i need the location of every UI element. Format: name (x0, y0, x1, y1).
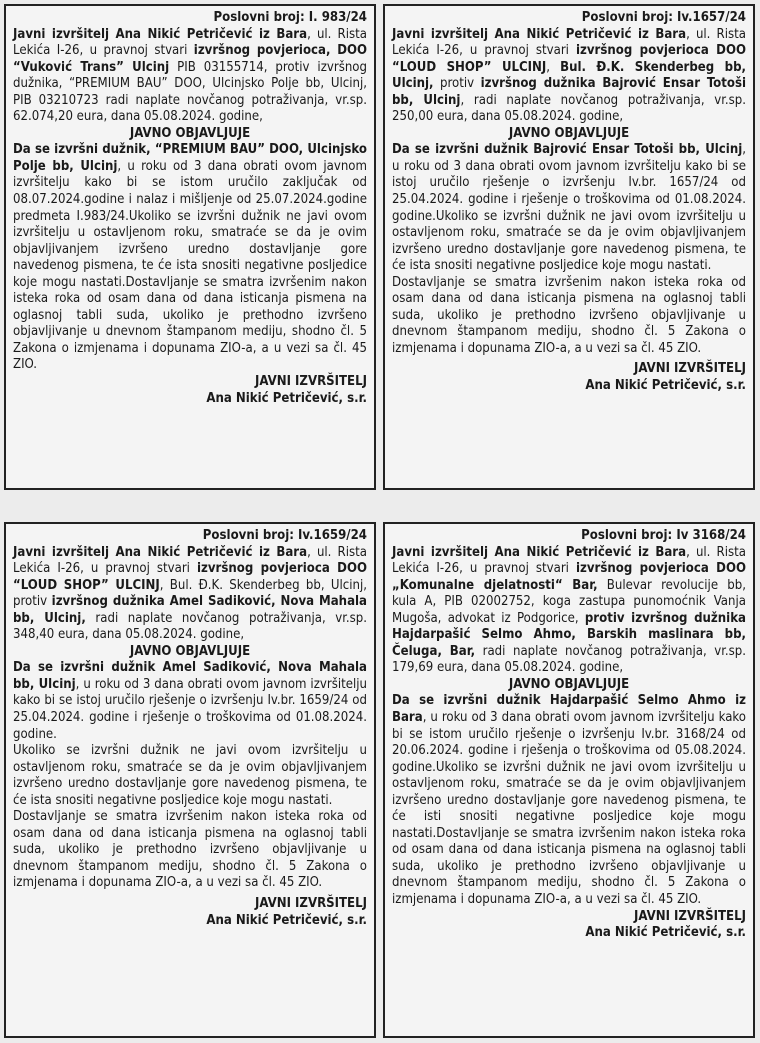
notice-paragraph (13, 660, 367, 743)
signature-title: JAVNI IZVRŠITELJ (254, 896, 367, 912)
text-run: radi naplate novčanog potraživanja, vr.sp. 348,40 eura, dana 05.08.2024. godine, (13, 610, 368, 643)
bold-text-run: izvršnog povjerioca DOO “LOUD SHOP” ULCINJ (392, 43, 746, 75)
case-number: Poslovni broj: Iv.1659/24 (202, 528, 367, 543)
bold-text-run: Da se izvršni dužnik, “PREMIUM BAU” DOO, Ulcinjsko Polje bb, Ulcinj (13, 142, 367, 174)
text-run: Bulevar revolucije bb, kula A, PIB 02002752, koga zastupa punomoćnik Vanja Mugoša, advokat iz Podgorice, (392, 577, 746, 626)
notice-paragraph (392, 275, 746, 358)
bold-text-run: Javni izvršitelj Ana Nikić Petričević iz Bara (392, 26, 687, 42)
text-run: , (546, 59, 561, 75)
text-run: , ul. Rista Lekića I-26, u pravnoj stvari (392, 26, 746, 59)
intro-paragraph (392, 545, 746, 677)
announcement-heading: JAVNO OBJAVLJUJE (129, 643, 251, 659)
signature-title: JAVNI IZVRŠITELJ (254, 374, 367, 390)
notice-paragraph (392, 142, 746, 274)
text-run: , u roku od 3 dana obrati ovom javnom izvršitelju kako bi se istoj uručilo rješenje o izvršenju Iv.br. 1659/24 od 25.04.2024. godine i rješenje o troškovima od 01.08.2024. godine. (13, 676, 367, 742)
announcement-heading: JAVNO OBJAVLJUJE (508, 676, 630, 692)
signature-name: Ana Nikić Petričević, s.r. (585, 925, 746, 941)
bold-text-run: izvršnog dužnika Amel Sadiković, Nova Mahala bb, Ulcinj, (13, 594, 367, 626)
notice-box (383, 522, 755, 1038)
notice-box (383, 4, 755, 490)
text-run: PIB 03155714, protiv izvršnog dužnika, “PREMIUM BAU” DOO, Ulcinjsko Polje bb, Ulcinj, PIB 03210723 radi naplate novčanog potraživanja, vr.sp. 62.074,20 eura, dana 05.08.2024. godine, (13, 59, 367, 125)
case-number: Poslovni broj: Iv.1657/24 (581, 10, 746, 25)
bold-text-run: Da se izvršni dužnik Hajdarpašić Selmo Ahmo iz Bara (392, 693, 746, 726)
bold-text-run: Bul. Đ.K. Skenderbeg bb, Ulcinj, (392, 59, 746, 92)
bold-text-run: izvršnog povjerioca, DOO “Vuković Trans” Ulcinj (13, 43, 367, 75)
text-run: protiv (433, 76, 481, 92)
text-run: , ul. Rista Lekića I-26, u pravnoj stvari (13, 544, 367, 577)
text-run: Dostavljanje se smatra izvršenim nakon isteka roka od osam dana od dana isticanja pismena na oglasnoj tabli suda, ukoliko je prethodno izvršeno objavljivanje u dnevnom štampanom mediju, shodno čl. 5 Zakona o izmjenama i dopunama ZIO-a, a u vezi sa čl. 45 ZIO. (13, 809, 367, 891)
text-run: , u roku od 3 dana obrati ovom javnom izvršitelju kako bi se istom uručilo zaključak od 08.07.2024.godine i nalaz i mišljenje od 25.07.2024.godine predmeta I.983/24.Ukoliko se izvršni dužnik ne javi ovom izvršitelju u ostavljenom roku, smatraće se da je ovim objavljivanjem izvršeno uredno dostavljanje gore navedenog pismena, te će ista snositi negativne posljedice koje mogu nastati.Dostavljanje se smatra izvršenim nakon isteka roka od osam dana od dana isticanja pismena na oglasnoj tabli suda, ukoliko je prethodno izvršeno objavljivanje u dnevnom štampanom mediju, shodno čl. 5 Zakona o izmjenama i dopunama ZIO-a, a u vezi sa čl. 45 ZIO. (13, 158, 367, 373)
text-run: , ul. Rista Lekića I-26, u pravnoj stvari (392, 544, 746, 577)
notice-paragraph (392, 693, 746, 908)
notice-box (4, 522, 376, 1038)
bold-text-run: Javni izvršitelj Ana Nikić Petričević iz Bara (392, 544, 687, 560)
text-run: Dostavljanje se smatra izvršenim nakon isteka roka od osam dana od dana isticanja pismena na oglasnoj tabli suda, ukoliko je prethodno izvršeno objavljivanje u dnevnom štampanom mediju, shodno čl. 5 Zakona o izmjenama i dopunama ZIO-a, a u vezi sa čl. 45 ZIO. (392, 274, 746, 356)
bold-text-run: protiv izvršnog dužnika Hajdarpašić Selmo Ahmo, Barskih maslinara bb, Čeluga, Bar, (392, 610, 746, 659)
case-number: Poslovni broj: I. 983/24 (213, 10, 367, 25)
bold-text-run: Javni izvršitelj Ana Nikić Petričević iz Bara (13, 26, 308, 42)
intro-paragraph (13, 27, 367, 126)
case-number: Poslovni broj: Iv 3168/24 (581, 528, 746, 543)
text-run: , radi naplate novčanog potraživanja, vr.sp. 250,00 eura, dana 05.08.2024. godine, (392, 92, 746, 125)
text-run: radi naplate novčanog potraživanja, vr.sp. 179,69 eura, dana 05.08.2024. godine, (392, 643, 746, 676)
announcement-heading: JAVNO OBJAVLJUJE (508, 125, 630, 141)
intro-paragraph (13, 545, 367, 644)
bold-text-run: izvršnog povjerioca DOO “LOUD SHOP” ULCINJ (13, 561, 367, 593)
text-run: Ukoliko se izvršni dužnik ne javi ovom izvršitelju u ostavljenom roku, smatraće se da je ovim objavljivanjem izvršeno uredno dostavljanje gore navedenog pismena, te će ista snositi negativne posljedice koje mogu nastati. (13, 743, 367, 808)
bold-text-run: izvršnog dužnika Bajrović Ensar Totoši bb, Ulcinj (392, 76, 746, 108)
text-run: , u roku od 3 dana obrati ovom javnom izvršitelju kako bi se istoj uručilo rješenje o izvršenju Iv.br. 1657/24 od 25.04.2024. godine i rješenje o troškovima od 01.08.2024. godine.Ukoliko se izvršni dužnik ne javi ovom izvršitelju u ostavljenom roku, smatraće se da je ovim objavljivanjem izvršeno uredno dostavljanje gore navedenog pismena, te će ista snositi negativne posljedice koje mogu nastati. (392, 142, 746, 274)
text-run: , Bul. Đ.K. Skenderbeg bb, Ulcinj, protiv (13, 577, 367, 610)
bold-text-run: izvršnog povjerioca DOO „Komunalne djelatnosti“ Bar, (392, 561, 746, 593)
signature-name: Ana Nikić Petričević, s.r. (585, 378, 746, 394)
notice-paragraph (13, 142, 367, 374)
signature-name: Ana Nikić Petričević, s.r. (206, 912, 367, 928)
text-run: , u roku od 3 dana obrati ovom javnom izvršitelju kako bi se istom uručilo rješenje o izvršenju Iv.br. 3168/24 od 20.06.2024. godine i rješenja o troškovima od 05.08.2024. godine.Ukoliko se izvršni dužnik ne javi ovom izvršitelju u ostavljenom roku, smatraće se da je ovim objavljivanjem izvršeno uredno dostavljanje gore navedenog pismena, te će isti snositi negativne posljedice koje mogu nastati.Dostavljanje se smatra izvršenim nakon isteka roka od osam dana od dana isticanja pismena na oglasnoj tabli suda, ukoliko je prethodno izvršeno objavljivanje u dnevnom štampanom mediju, shodno čl. 5 Zakona o izmjenama i dopunama ZIO-a, a u vezi sa čl. 45 ZIO. (392, 710, 746, 908)
notice-paragraph (13, 743, 367, 809)
notice-paragraph (13, 809, 367, 892)
bold-text-run: Da se izvršni dužnik Amel Sadiković, Nova Mahala bb, Ulcinj (13, 660, 367, 692)
announcement-heading: JAVNO OBJAVLJUJE (129, 125, 251, 141)
signature-title: JAVNI IZVRŠITELJ (633, 908, 746, 924)
signature-name: Ana Nikić Petričević, s.r. (206, 390, 367, 406)
bold-text-run: Da se izvršni dužnik Bajrović Ensar Totoši bb, Ulcinj (392, 142, 743, 158)
notice-box (4, 4, 376, 490)
text-run: , ul. Rista Lekića I-26, u pravnoj stvari (13, 26, 367, 59)
signature-title: JAVNI IZVRŠITELJ (633, 361, 746, 377)
bold-text-run: Javni izvršitelj Ana Nikić Petričević iz Bara (13, 544, 308, 560)
intro-paragraph (392, 27, 746, 126)
